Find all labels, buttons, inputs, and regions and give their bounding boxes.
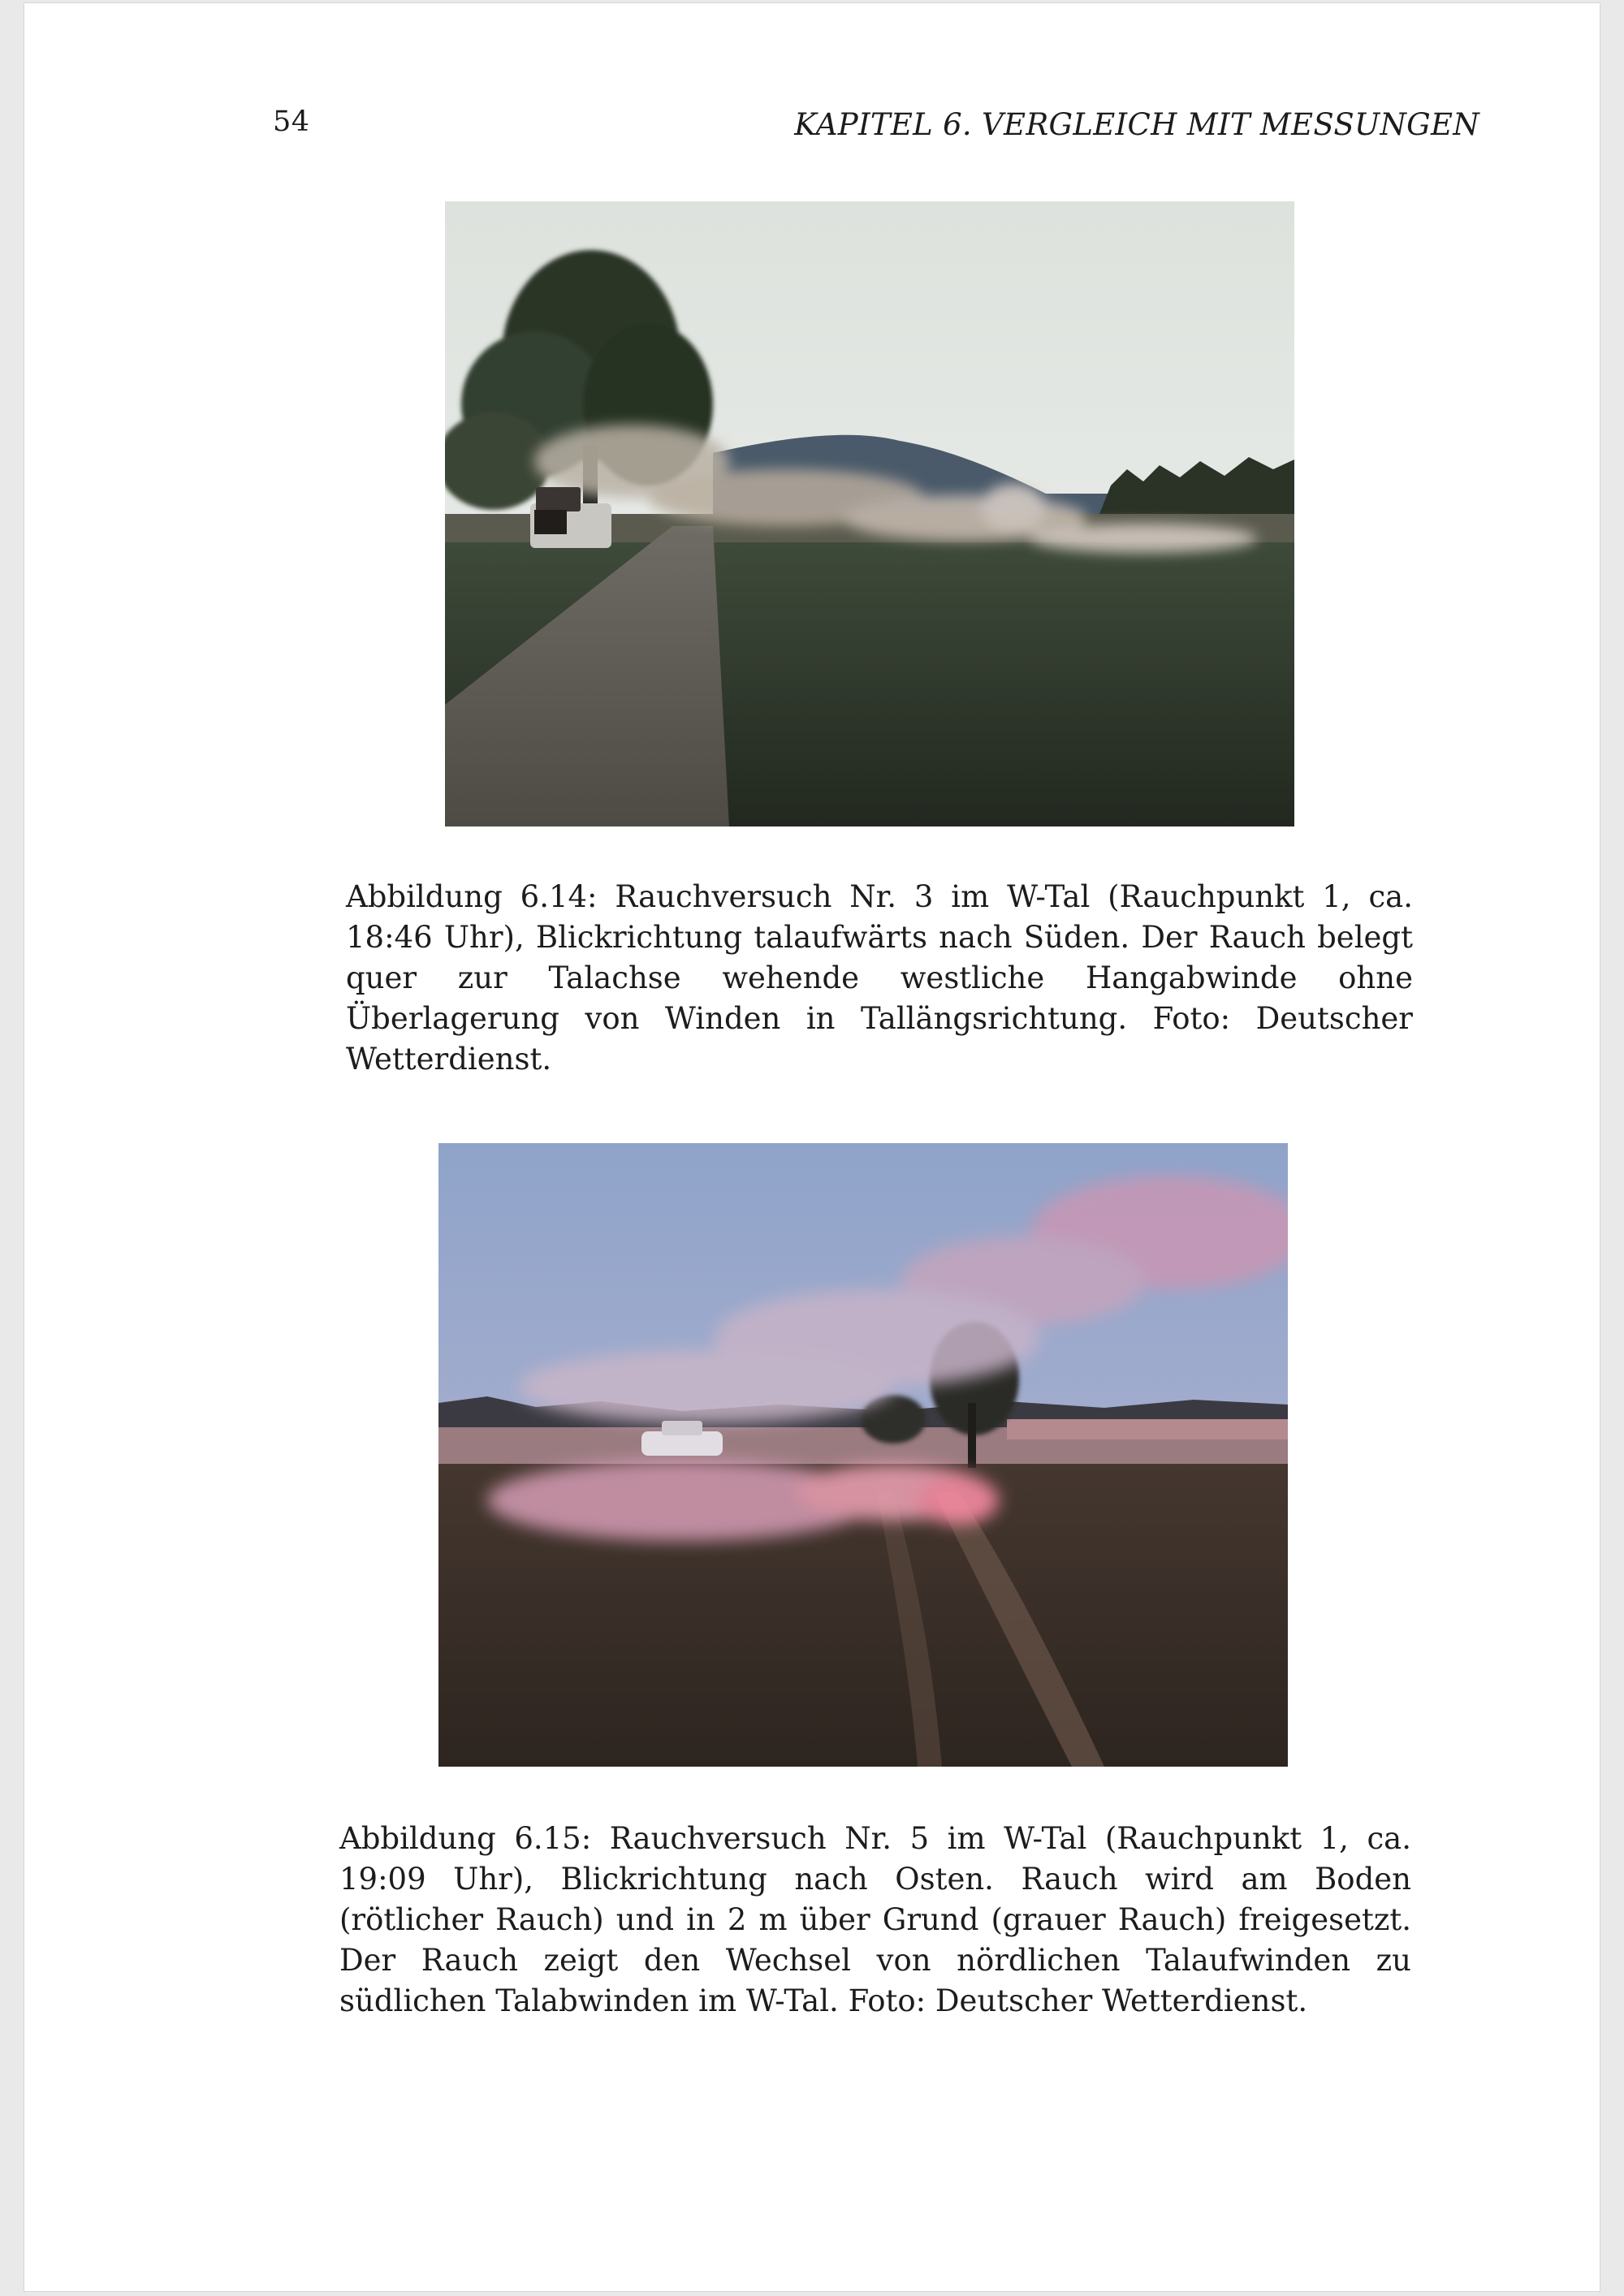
running-title: KAPITEL 6. VERGLEICH MIT MESSUNGEN <box>794 107 1479 142</box>
document-page <box>24 3 1600 2291</box>
figure-6-15-text: Rauchversuch Nr. 5 im W-Tal (Rauchpunkt 1, ca. 19:09 Uhr), Blickrichtung nach Osten. Rauch wird am Boden (rötlicher Rauch) und in 2 m über Grund (grauer Rauch) freigesetzt. Der Rauch zeigt den Wechsel von nördlichen Talaufwinden zu südlichen Talabwinden im W-Tal. Foto: Deutscher Wetterdienst. <box>339 1821 1411 2018</box>
page-number: 54 <box>273 106 310 138</box>
figure-6-14-caption <box>346 877 1413 1080</box>
figure-6-14-label: Abbildung 6.14: <box>346 879 598 914</box>
smoke-experiment-photo-1 <box>445 201 1294 826</box>
smoke-experiment-photo-2 <box>438 1143 1288 1767</box>
figure-6-15-label: Abbildung 6.15: <box>339 1821 592 1856</box>
figure-6-15-photo <box>438 1143 1288 1767</box>
figure-6-14-photo <box>445 201 1294 826</box>
figure-6-15-caption <box>339 1819 1411 2022</box>
figure-6-14-text: Rauchversuch Nr. 3 im W-Tal (Rauchpunkt 1, ca. 18:46 Uhr), Blickrichtung talaufwärts nach Süden. Der Rauch belegt quer zur Talachse wehende westliche Hangabwinde ohne Überlagerung von Winden in Tallängsrichtung. Foto: Deutscher Wetterdienst. <box>346 879 1413 1077</box>
